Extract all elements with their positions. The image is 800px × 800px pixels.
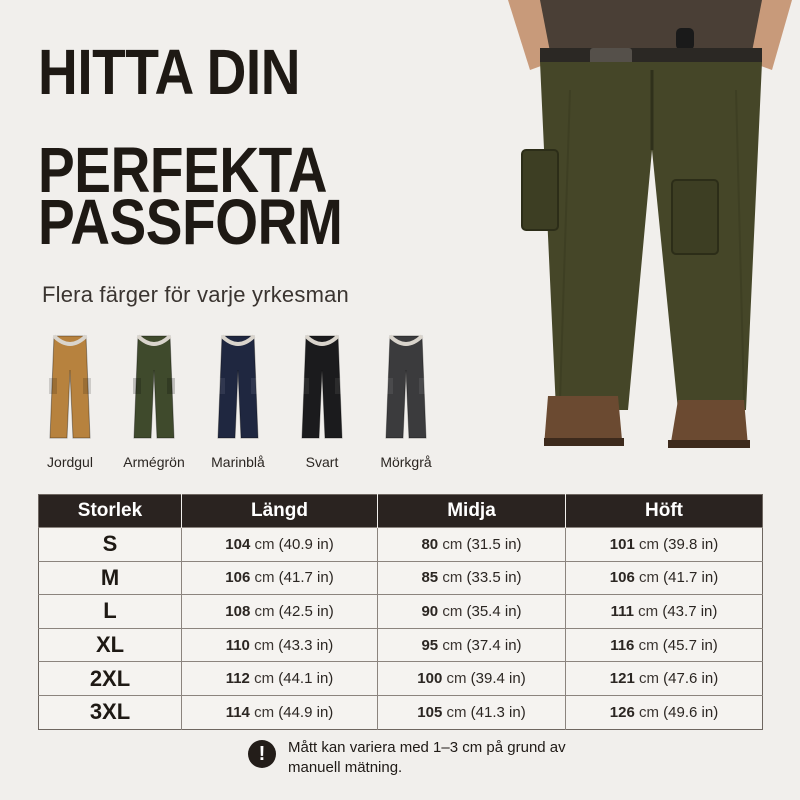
table-row (39, 662, 763, 696)
table-header-row (39, 495, 763, 528)
size-chart (38, 494, 762, 730)
swatch-marinbla[interactable] (196, 330, 280, 470)
langd-cell: 106 cm (41.7 in) (182, 561, 378, 595)
hoft-cell: 111 cm (43.7 in) (566, 595, 763, 629)
midja-cell: 95 cm (37.4 in) (378, 628, 566, 662)
warning-icon: ! (248, 740, 276, 768)
midja-cell: 100 cm (39.4 in) (378, 662, 566, 696)
pants-icon (40, 330, 100, 442)
langd-cell: 104 cm (40.9 in) (182, 528, 378, 562)
swatch-label: Jordgul (47, 454, 93, 470)
watch-icon (676, 28, 694, 50)
subtitle: Flera färger för varje yrkesman (42, 282, 349, 307)
header-midja: Midja (378, 495, 566, 528)
midja-cell: 80 cm (31.5 in) (378, 528, 566, 562)
size-table (38, 494, 763, 730)
hoft-cell: 126 cm (49.6 in) (566, 695, 763, 729)
swatch-label: Marinblå (211, 454, 265, 470)
table-row (39, 695, 763, 729)
swatch-armegron[interactable] (112, 330, 196, 470)
swatch-label: Svart (305, 454, 339, 470)
table-row (39, 528, 763, 562)
size-cell: M (39, 561, 182, 595)
headline-line-1: HITTA DIN (38, 36, 301, 108)
midja-cell: 105 cm (41.3 in) (378, 695, 566, 729)
hoft-cell: 121 cm (47.6 in) (566, 662, 763, 696)
color-swatches (28, 330, 458, 480)
header-storlek: Storlek (39, 495, 182, 528)
note-text: Mått kan variera med 1–3 cm på grund av manuell mätning. (288, 739, 566, 776)
hoft-cell: 116 cm (45.7 in) (566, 628, 763, 662)
headline-line-2-clip (38, 134, 399, 206)
midja-cell: 85 cm (33.5 in) (378, 561, 566, 595)
size-cell: 3XL (39, 695, 182, 729)
table-row (39, 628, 763, 662)
headline-line-2: PERFEKTA (38, 134, 328, 206)
midja-cell: 90 cm (35.4 in) (378, 595, 566, 629)
header-hoft: Höft (566, 495, 763, 528)
swatch-morkgra[interactable] (364, 330, 448, 470)
size-cell: S (39, 528, 182, 562)
table-row (39, 595, 763, 629)
table-row (39, 561, 763, 595)
size-cell: L (39, 595, 182, 629)
pants-icon (124, 330, 184, 442)
size-cell: 2XL (39, 662, 182, 696)
hoft-cell: 106 cm (41.7 in) (566, 561, 763, 595)
swatch-jordgul[interactable] (28, 330, 112, 470)
swatch-svart[interactable] (280, 330, 364, 470)
pants-icon (208, 330, 268, 442)
langd-cell: 110 cm (43.3 in) (182, 628, 378, 662)
langd-cell: 108 cm (42.5 in) (182, 595, 378, 629)
header-langd: Längd (182, 495, 378, 528)
pants-icon (292, 330, 352, 442)
langd-cell: 112 cm (44.1 in) (182, 662, 378, 696)
hoft-cell: 101 cm (39.8 in) (566, 528, 763, 562)
swatch-label: Mörkgrå (380, 454, 432, 470)
headline-line-3: PASSFORM (38, 186, 343, 258)
size-cell: XL (39, 628, 182, 662)
langd-cell: 114 cm (44.9 in) (182, 695, 378, 729)
model-wearing-cargo-pants-image (500, 0, 800, 460)
pants-icon (376, 330, 436, 442)
swatch-label: Armégrön (123, 454, 185, 470)
